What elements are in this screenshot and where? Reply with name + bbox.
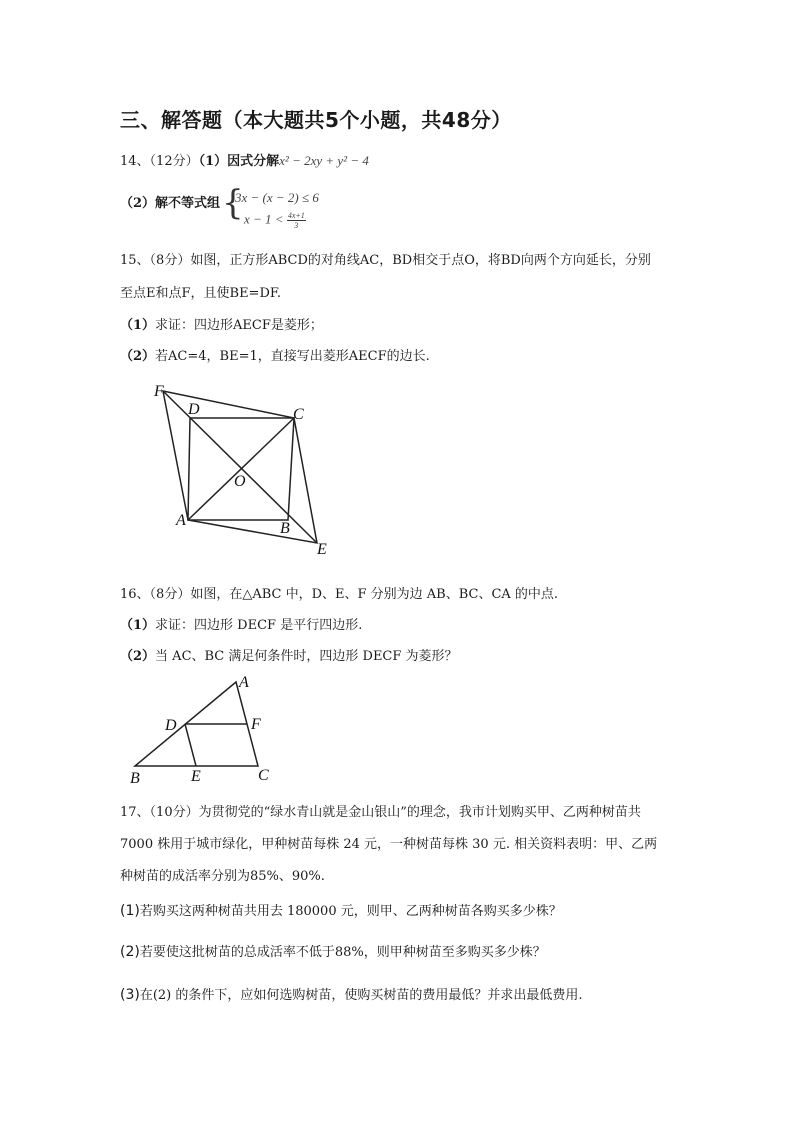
q17-line1 [120,801,641,820]
q16-number: 16、 [120,587,150,602]
q17-part3-text: 在(2) 的条件下，应如何选购树苗，使购买树苗的费用最低？并求出最低费用. [139,988,583,1003]
q17-part1 [120,900,562,919]
q14-part2-label: （2） [120,196,156,211]
q15-part2-text: 若AC=4，BE=1，直接写出菱形AECF的边长. [155,349,430,364]
section-title: 三、解答题（本大题共5个小题，共48分） [120,108,512,132]
q15-part1-label: （1） [120,318,156,333]
q16-line1 [120,583,558,602]
q17-part2-text: 若要使这批树苗的总成活率不低于88%，则甲种树苗至多购买多少株？ [139,945,546,960]
q17-part1-number: (1) [120,903,140,919]
q14-line [120,150,369,169]
inequality-1: 3x − (x − 2) ≤ 6 [235,190,319,205]
q17-part3-number: (3) [120,987,140,1003]
q17-number: 17、 [120,805,150,820]
label-d: D [188,401,200,418]
q17-part3 [120,984,583,1003]
label-o: O [234,473,246,490]
q14-part2 [120,192,220,211]
q15-part2 [120,345,430,364]
inequality-brace: { [222,183,244,223]
segment-de [185,724,196,766]
q16-part1-text: 求证：四边形 DECF 是平行四边形. [155,618,363,633]
q15-part1 [120,314,323,333]
label-a: A [239,674,249,691]
q14-number: 14、 [120,154,150,169]
q16-part2-label: （2） [120,649,156,664]
label-c: C [293,406,304,423]
inequality-2-left: x − 1 < [244,211,284,227]
label-e: E [191,768,201,785]
q14-score: （12分） [149,154,199,169]
q17-part2-number: (2) [120,944,140,960]
q15-number: 15、 [120,253,150,268]
q15-score: （8分） [149,253,191,268]
label-b: B [280,520,290,537]
q15-part1-text: 求证：四边形AECF是菱形； [155,318,323,333]
q16-figure [125,670,285,788]
q17-line3: 种树苗的成活率分别为85%、90%. [120,869,325,884]
fraction-numerator: 4x+1 [287,211,305,220]
inequality-2-fraction [287,211,306,230]
q17-line2: 7000 株用于城市绿化，甲种树苗每株 24 元，一种树苗每株 30 元. 相关资料表明：甲、乙两 [120,837,658,852]
q17-part2 [120,941,546,960]
q16-part2 [120,645,458,664]
q15-line1 [120,249,651,268]
q14-part1-label: （1） [198,154,228,169]
q14-part2-text: 解不等式组 [155,196,221,211]
q16-part1 [120,614,362,633]
label-d: D [165,717,177,734]
label-a: A [176,512,186,529]
q14-part1-text: 因式分解 [227,154,280,169]
label-f: F [154,383,164,400]
fraction-denominator: 3 [294,221,299,230]
q17-part1-text: 若购买这两种树苗共用去 180000 元，则甲、乙两种树苗各购买多少株？ [139,904,562,919]
label-f: F [251,716,261,733]
q17-text-1: 为贯彻党的“绿水青山就是金山银山”的理念，我市计划购买甲、乙两种树苗共 [198,805,641,820]
q14-expression: x² − 2xy + y² − 4 [279,153,369,168]
label-b: B [130,770,140,787]
q16-part1-label: （1） [120,618,156,633]
label-e: E [317,541,327,558]
q17-score: （10分） [149,805,199,820]
q16-text-1: 如图，在△ABC 中，D、E、F 分别为边 AB、BC、CA 的中点. [190,587,559,602]
q15-figure [140,378,350,563]
q16-score: （8分） [149,587,191,602]
inequality-2 [244,211,306,230]
q16-part2-text: 当 AC、BC 满足何条件时，四边形 DECF 为菱形？ [155,649,458,664]
label-c: C [258,767,269,784]
q15-text-1: 如图，正方形ABCD的对角线AC，BD相交于点O，将BD向两个方向延长，分别 [190,253,651,268]
q15-part2-label: （2） [120,349,156,364]
q15-line2: 至点E和点F，且使BE=DF. [120,286,281,301]
